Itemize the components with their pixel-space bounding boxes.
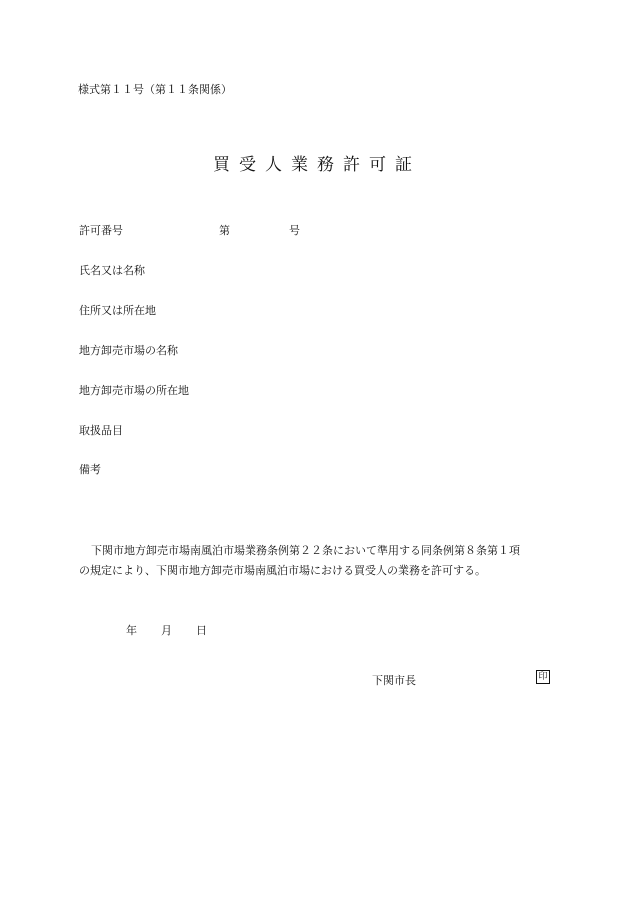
date-month-label: 月 (161, 624, 172, 637)
market-address-label: 地方卸売市場の所在地 (79, 384, 189, 397)
date-year-label: 年 (126, 624, 137, 637)
date-day-label: 日 (196, 624, 207, 637)
document-title: 買受人業務許可証 (213, 155, 421, 175)
permit-statement-line-2: の規定により、下関市地方卸売市場南風泊市場における買受人の業務を許可する。 (79, 564, 486, 577)
permit-statement (79, 541, 559, 581)
seal-mark: 印 (536, 670, 550, 684)
name-label: 氏名又は名称 (79, 264, 145, 277)
permit-number-label: 許可番号 (79, 224, 123, 237)
market-name-label: 地方卸売市場の名称 (79, 344, 178, 357)
form-number: 様式第１１号（第１１条関係） (78, 83, 232, 96)
mayor-signature-label: 下関市長 (372, 674, 416, 687)
permit-number-suffix: 号 (289, 224, 300, 237)
handled-items-label: 取扱品目 (79, 424, 123, 437)
permit-statement-line-1: 下関市地方卸売市場南風泊市場業務条例第２２条において準用する同条例第８条第１項 (91, 544, 520, 557)
remarks-label: 備考 (79, 463, 101, 476)
permit-number-prefix: 第 (219, 224, 230, 237)
address-label: 住所又は所在地 (79, 304, 156, 317)
